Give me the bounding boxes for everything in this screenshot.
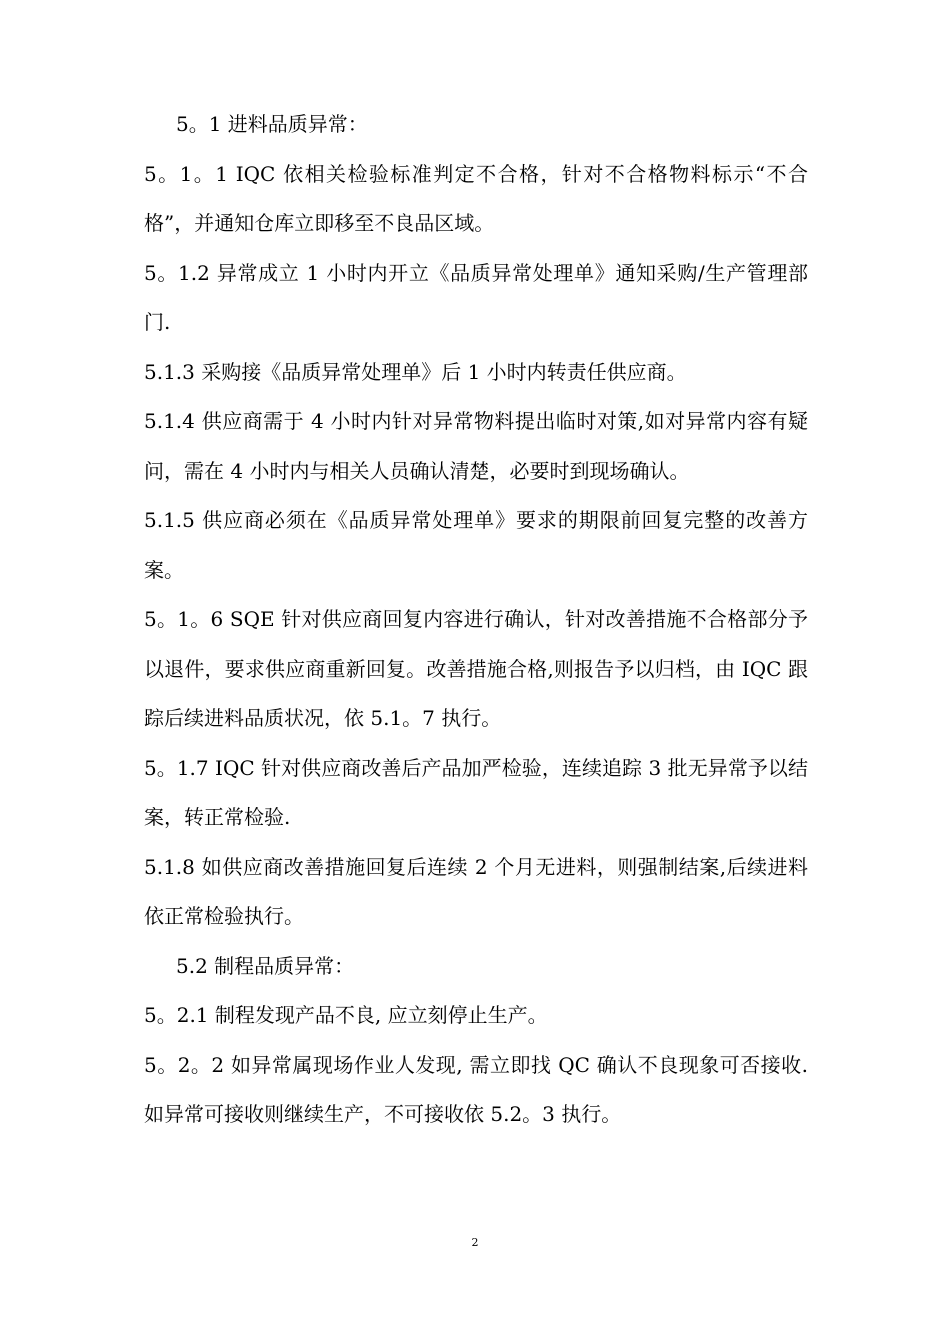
paragraph-5-1-7: 5。1.7 IQC 针对供应商改善后产品加严检验，连续追踪 3 批无异常予以结案，转正常检验. <box>144 755 808 829</box>
paragraph-5-2-1: 5。2.1 制程发现产品不良, 应立刻停止生产。 <box>144 1003 548 1027</box>
paragraph-5-1-1: 5。1。1 IQC 依相关检验标准判定不合格，针对不合格物料标示“不合格”，并通知仓库立即移至不良品区域。 <box>144 161 808 235</box>
paragraph-5-1-2: 5。1.2 异常成立 1 小时内开立《品质异常处理单》通知采购/生产管理部门. <box>144 260 808 334</box>
paragraph-5-1-3: 5.1.3 采购接《品质异常处理单》后 1 小时内转责任供应商。 <box>144 359 687 384</box>
page-number: 2 <box>471 1236 479 1249</box>
document-body <box>144 100 808 1140</box>
paragraph-5-1-6: 5。1。6 SQE 针对供应商回复内容进行确认，针对改善措施不合格部分予以退件，要求供应商重新回复。改善措施合格,则报告予以归档，由 IQC 跟踪后续进料品质状况，依 5.1。7 执行。 <box>144 607 808 730</box>
paragraph-5-1-4: 5.1.4 供应商需于 4 小时内针对异常物料提出临时对策,如对异常内容有疑问，需在 4 小时内与相关人员确认清楚，必要时到现场确认。 <box>144 409 808 483</box>
paragraph-5-2-2: 5。2。2 如异常属现场作业人发现, 需立即找 QC 确认不良现象可否接收. 如异常可接收则继续生产，不可接收依 5.2。3 执行。 <box>144 1052 808 1126</box>
section-heading-process-quality: 5.2 制程品质异常： <box>176 953 355 978</box>
paragraph-5-1-5: 5.1.5 供应商必须在《品质异常处理单》要求的期限前回复完整的改善方案。 <box>144 508 808 582</box>
paragraph-5-1-8: 5.1.8 如供应商改善措施回复后连续 2 个月无进料，则强制结案,后续进料依正常检验执行。 <box>144 854 808 928</box>
section-heading-incoming-quality: 5。1 进料品质异常： <box>176 112 368 136</box>
